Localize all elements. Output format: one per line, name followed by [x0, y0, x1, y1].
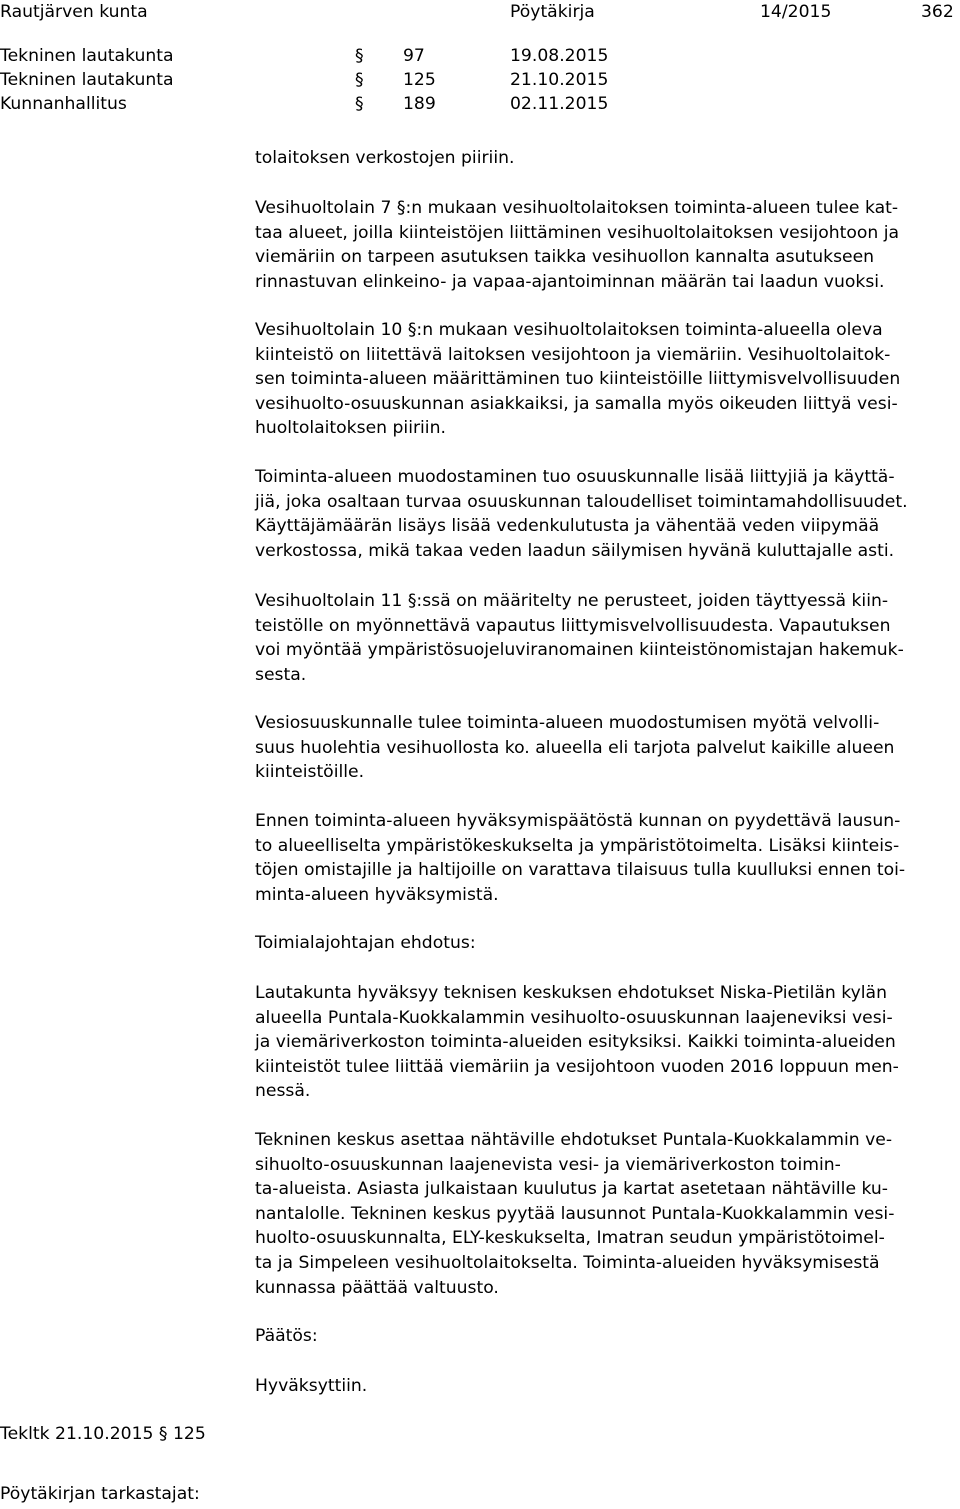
meeting-date: 21.10.2015 [510, 70, 609, 90]
section-symbol: § [355, 94, 364, 114]
paragraph-public-notice: Tekninen keskus asettaa nähtäville ehdotukset Puntala-Kuokkalammin ve- sihuolto-osuuskunnan laajenevista vesi- ja viemäriverkoston toimin- ta-alueista. Asiasta julkaistaan kuulutus ja kartat asetetaan nähtäville ku- nantalolle. Tekninen keskus pyytää lausunnot Puntala-Kuokkalammin vesi- huolto-osuuskunnalta, ELY-keskukselta, Imatran seudun ympäristötoimel- ta ja Simpeleen vesihuoltolaitokselta. Toiminta-alueiden hyväksymisestä kunnassa päättää valtuusto. [255, 1130, 895, 1298]
section-symbol: § [355, 46, 364, 66]
paragraph-act-section-7: Vesihuoltolain 7 §:n mukaan vesihuoltolaitoksen toiminta-alueen tulee kat- taa alueet, joilla kiinteistöjen liittäminen vesihuoltolaitoksen vesijohtoon ja viemäriin on tarpeen asutuksen taikka vesihuollon kannalta asutukseen rinnastuvan elinkeino- ja vapaa-ajantoiminnan määrän tai laadun vuoksi. [255, 198, 900, 292]
municipality-name: Rautjärven kunta [0, 2, 148, 22]
paragraph-act-section-11: Vesihuoltolain 11 §:ssä on määritelty ne perusteet, joiden täyttyessä kiin- teistölle on myönnettävä vapautus liittymisvelvollisuudesta. Vapautuksen voi myöntää ympäristösuojeluviranomainen kiinteistönomistajan hakemuk- sesta. [255, 591, 904, 685]
decision-text: Hyväksyttiin. [255, 1376, 368, 1396]
document-type: Pöytäkirja [510, 2, 595, 22]
meeting-section: 125 [403, 70, 436, 90]
minutes-reference: Tekltk 21.10.2015 § 125 [0, 1424, 206, 1444]
meeting-date: 19.08.2015 [510, 46, 609, 66]
meeting-date: 02.11.2015 [510, 94, 609, 114]
proposal-heading: Toimialajohtajan ehdotus: [255, 933, 476, 953]
paragraph-cooperative-obligation: Vesiosuuskunnalle tulee toiminta-alueen muodostumisen myötä velvolli- suus huolehtia vesihuollosta ko. alueella eli tarjota palvelut kaikille alueen kiinteistöille. [255, 713, 895, 783]
paragraph-statement-request: Ennen toiminta-alueen hyväksymispäätöstä kunnan on pyydettävä lausun- to alueelliselta ympäristökeskukselta ja ympäristötoimelta. Lisäksi kiinteis- töjen omistajille ja haltijoille on varattava tilaisuus tulla kuulluksi ennen toi- minta-alueen hyväksymistä. [255, 811, 906, 905]
minutes-reviewers-label: Pöytäkirjan tarkastajat: [0, 1484, 200, 1504]
meeting-body: Tekninen lautakunta [0, 46, 174, 66]
paragraph-service-area-effects: Toiminta-alueen muodostaminen tuo osuuskunnalle lisää liittyjiä ja käyttä- jiä, joka osaltaan turvaa osuuskunnan taloudelliset toimintamahdollisuudet. Käyttäjämäärän lisäys lisää vedenkulutusta ja vähentää veden viipymää verkostossa, mikä takaa veden laadun säilymisen hyvänä kuluttajalle asti. [255, 467, 908, 561]
decision-heading: Päätös: [255, 1326, 318, 1346]
page-number: 362 [921, 2, 954, 22]
paragraph-act-section-10: Vesihuoltolain 10 §:n mukaan vesihuoltolaitoksen toiminta-alueella oleva kiinteistö on liitettävä laitoksen vesijohtoon ja viemäriin. Vesihuoltolaitok- sen toiminta-alueen määrittäminen tuo kiinteistöille liittymisvelvollisuuden vesihuolto-osuuskunnan asiakkaiksi, ja samalla myös oikeuden liittyä vesi- huoltolaitoksen piiriin. [255, 320, 901, 439]
meeting-section: 189 [403, 94, 436, 114]
meeting-body: Kunnanhallitus [0, 94, 127, 114]
paragraph-continuation: tolaitoksen verkostojen piiriin. [255, 148, 515, 168]
meeting-body: Tekninen lautakunta [0, 70, 174, 90]
protocol-number: 14/2015 [760, 2, 832, 22]
paragraph-board-proposal: Lautakunta hyväksyy teknisen keskuksen ehdotukset Niska-Pietilän kylän alueella Puntala-Kuokkalammin vesihuolto-osuuskunnan laajeneviksi vesi- ja viemäriverkoston toiminta-alueiden esityksiksi. Kaikki toiminta-alueiden kiinteistöt tulee liittää viemäriin ja vesijohtoon vuoden 2016 loppuun men- nessä. [255, 983, 899, 1102]
meeting-section: 97 [403, 46, 425, 66]
section-symbol: § [355, 70, 364, 90]
